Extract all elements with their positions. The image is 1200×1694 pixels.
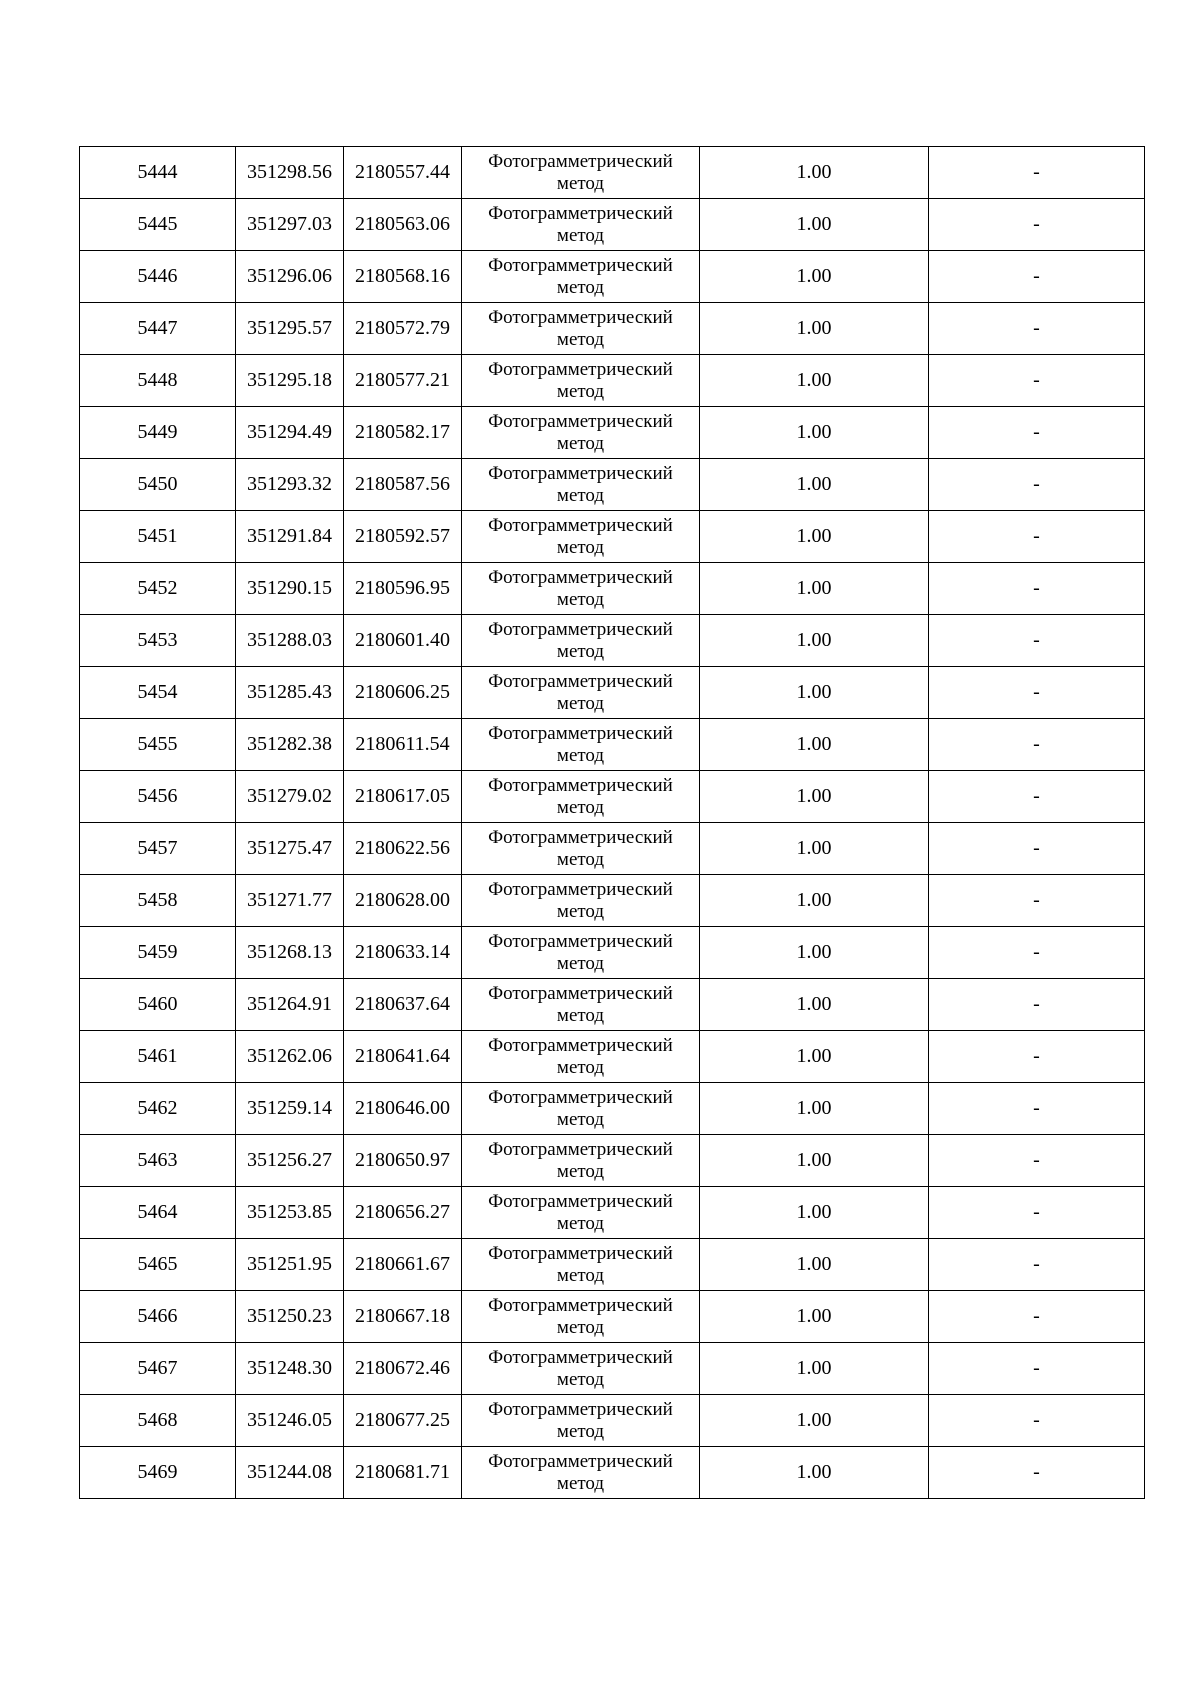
table-row: [80, 147, 1145, 199]
method-line2: метод: [556, 536, 605, 558]
method-line2: метод: [556, 952, 605, 974]
note-cell: -: [929, 1187, 1145, 1239]
method-line2: метод: [556, 484, 605, 506]
method-cell: [462, 771, 700, 823]
y-coordinate-cell: 2180677.25: [344, 1395, 462, 1447]
method-line1: Фотограмметрический: [488, 1138, 673, 1160]
point-number-cell: 5452: [80, 563, 236, 615]
point-number-cell: 5451: [80, 511, 236, 563]
x-coordinate-cell: 351285.43: [236, 667, 344, 719]
y-coordinate-cell: 2180633.14: [344, 927, 462, 979]
table-row: [80, 511, 1145, 563]
method-line1: Фотограмметрический: [488, 1450, 673, 1472]
method-cell: [462, 667, 700, 719]
y-coordinate-cell: 2180557.44: [344, 147, 462, 199]
note-cell: -: [929, 927, 1145, 979]
note-cell: -: [929, 615, 1145, 667]
x-coordinate-cell: 351295.57: [236, 303, 344, 355]
point-number-cell: 5459: [80, 927, 236, 979]
y-coordinate-cell: 2180628.00: [344, 875, 462, 927]
y-coordinate-cell: 2180611.54: [344, 719, 462, 771]
point-number-cell: 5465: [80, 1239, 236, 1291]
method-line2: метод: [556, 900, 605, 922]
y-coordinate-cell: 2180637.64: [344, 979, 462, 1031]
method-line1: Фотограмметрический: [488, 150, 673, 172]
method-cell: [462, 459, 700, 511]
note-cell: -: [929, 1291, 1145, 1343]
table-row: [80, 251, 1145, 303]
method-line1: Фотограмметрический: [488, 774, 673, 796]
x-coordinate-cell: 351275.47: [236, 823, 344, 875]
accuracy-cell: 1.00: [700, 1395, 929, 1447]
point-number-cell: 5466: [80, 1291, 236, 1343]
method-line2: метод: [556, 380, 605, 402]
point-number-cell: 5468: [80, 1395, 236, 1447]
note-cell: -: [929, 667, 1145, 719]
coordinates-table: [79, 146, 1145, 1499]
table-row: [80, 719, 1145, 771]
note-cell: -: [929, 355, 1145, 407]
method-cell: [462, 1187, 700, 1239]
method-cell: [462, 511, 700, 563]
method-line2: метод: [556, 796, 605, 818]
method-cell: [462, 355, 700, 407]
table-row: [80, 823, 1145, 875]
method-line1: Фотограмметрический: [488, 1346, 673, 1368]
accuracy-cell: 1.00: [700, 1447, 929, 1499]
table-row: [80, 199, 1145, 251]
method-line2: метод: [556, 1264, 605, 1286]
note-cell: -: [929, 199, 1145, 251]
accuracy-cell: 1.00: [700, 251, 929, 303]
y-coordinate-cell: 2180681.71: [344, 1447, 462, 1499]
method-line1: Фотограмметрический: [488, 202, 673, 224]
table-row: [80, 563, 1145, 615]
y-coordinate-cell: 2180577.21: [344, 355, 462, 407]
note-cell: -: [929, 303, 1145, 355]
method-line2: метод: [556, 1472, 605, 1494]
point-number-cell: 5461: [80, 1031, 236, 1083]
note-cell: -: [929, 251, 1145, 303]
accuracy-cell: 1.00: [700, 199, 929, 251]
accuracy-cell: 1.00: [700, 1135, 929, 1187]
point-number-cell: 5446: [80, 251, 236, 303]
point-number-cell: 5467: [80, 1343, 236, 1395]
method-line2: метод: [556, 1056, 605, 1078]
method-line1: Фотограмметрический: [488, 1034, 673, 1056]
method-line2: метод: [556, 276, 605, 298]
y-coordinate-cell: 2180667.18: [344, 1291, 462, 1343]
method-line2: метод: [556, 588, 605, 610]
y-coordinate-cell: 2180606.25: [344, 667, 462, 719]
note-cell: -: [929, 1083, 1145, 1135]
method-line1: Фотограмметрический: [488, 1398, 673, 1420]
accuracy-cell: 1.00: [700, 1343, 929, 1395]
accuracy-cell: 1.00: [700, 1031, 929, 1083]
table-row: [80, 667, 1145, 719]
method-cell: [462, 199, 700, 251]
note-cell: -: [929, 771, 1145, 823]
method-line1: Фотограмметрический: [488, 254, 673, 276]
y-coordinate-cell: 2180656.27: [344, 1187, 462, 1239]
method-cell: [462, 719, 700, 771]
point-number-cell: 5445: [80, 199, 236, 251]
note-cell: -: [929, 1031, 1145, 1083]
point-number-cell: 5450: [80, 459, 236, 511]
y-coordinate-cell: 2180601.40: [344, 615, 462, 667]
method-line1: Фотограмметрический: [488, 1294, 673, 1316]
point-number-cell: 5458: [80, 875, 236, 927]
y-coordinate-cell: 2180622.56: [344, 823, 462, 875]
table-row: [80, 1031, 1145, 1083]
method-line2: метод: [556, 1420, 605, 1442]
method-cell: [462, 875, 700, 927]
method-cell: [462, 1031, 700, 1083]
accuracy-cell: 1.00: [700, 1083, 929, 1135]
note-cell: -: [929, 407, 1145, 459]
method-line2: метод: [556, 1160, 605, 1182]
method-cell: [462, 1239, 700, 1291]
y-coordinate-cell: 2180596.95: [344, 563, 462, 615]
method-line1: Фотограмметрический: [488, 410, 673, 432]
method-cell: [462, 251, 700, 303]
x-coordinate-cell: 351244.08: [236, 1447, 344, 1499]
x-coordinate-cell: 351282.38: [236, 719, 344, 771]
accuracy-cell: 1.00: [700, 875, 929, 927]
table-row: [80, 303, 1145, 355]
y-coordinate-cell: 2180617.05: [344, 771, 462, 823]
accuracy-cell: 1.00: [700, 615, 929, 667]
method-line2: метод: [556, 1004, 605, 1026]
method-line1: Фотограмметрический: [488, 462, 673, 484]
y-coordinate-cell: 2180661.67: [344, 1239, 462, 1291]
table-row: [80, 459, 1145, 511]
y-coordinate-cell: 2180563.06: [344, 199, 462, 251]
table-row: [80, 407, 1145, 459]
accuracy-cell: 1.00: [700, 355, 929, 407]
accuracy-cell: 1.00: [700, 511, 929, 563]
y-coordinate-cell: 2180646.00: [344, 1083, 462, 1135]
method-line2: метод: [556, 744, 605, 766]
x-coordinate-cell: 351248.30: [236, 1343, 344, 1395]
method-cell: [462, 407, 700, 459]
method-cell: [462, 147, 700, 199]
point-number-cell: 5447: [80, 303, 236, 355]
table-row: [80, 615, 1145, 667]
accuracy-cell: 1.00: [700, 1239, 929, 1291]
method-line1: Фотограмметрический: [488, 1190, 673, 1212]
y-coordinate-cell: 2180650.97: [344, 1135, 462, 1187]
x-coordinate-cell: 351279.02: [236, 771, 344, 823]
note-cell: -: [929, 459, 1145, 511]
y-coordinate-cell: 2180672.46: [344, 1343, 462, 1395]
method-line1: Фотограмметрический: [488, 1242, 673, 1264]
table-row: [80, 1239, 1145, 1291]
method-cell: [462, 1291, 700, 1343]
method-line1: Фотограмметрический: [488, 618, 673, 640]
point-number-cell: 5462: [80, 1083, 236, 1135]
x-coordinate-cell: 351291.84: [236, 511, 344, 563]
table-row: [80, 1395, 1145, 1447]
point-number-cell: 5460: [80, 979, 236, 1031]
point-number-cell: 5456: [80, 771, 236, 823]
note-cell: -: [929, 1395, 1145, 1447]
method-line1: Фотограмметрический: [488, 670, 673, 692]
accuracy-cell: 1.00: [700, 823, 929, 875]
point-number-cell: 5453: [80, 615, 236, 667]
note-cell: -: [929, 979, 1145, 1031]
x-coordinate-cell: 351256.27: [236, 1135, 344, 1187]
x-coordinate-cell: 351271.77: [236, 875, 344, 927]
y-coordinate-cell: 2180572.79: [344, 303, 462, 355]
x-coordinate-cell: 351297.03: [236, 199, 344, 251]
method-cell: [462, 1343, 700, 1395]
method-line1: Фотограмметрический: [488, 1086, 673, 1108]
x-coordinate-cell: 351262.06: [236, 1031, 344, 1083]
y-coordinate-cell: 2180587.56: [344, 459, 462, 511]
method-line2: метод: [556, 1316, 605, 1338]
method-cell: [462, 979, 700, 1031]
y-coordinate-cell: 2180641.64: [344, 1031, 462, 1083]
table-row: [80, 771, 1145, 823]
point-number-cell: 5469: [80, 1447, 236, 1499]
coordinates-table-body: [80, 147, 1145, 1499]
method-line2: метод: [556, 172, 605, 194]
method-cell: [462, 1447, 700, 1499]
note-cell: -: [929, 719, 1145, 771]
table-row: [80, 355, 1145, 407]
table-row: [80, 1135, 1145, 1187]
x-coordinate-cell: 351296.06: [236, 251, 344, 303]
note-cell: -: [929, 147, 1145, 199]
method-line2: метод: [556, 1368, 605, 1390]
x-coordinate-cell: 351295.18: [236, 355, 344, 407]
method-line1: Фотограмметрический: [488, 306, 673, 328]
accuracy-cell: 1.00: [700, 667, 929, 719]
method-cell: [462, 615, 700, 667]
note-cell: -: [929, 1135, 1145, 1187]
accuracy-cell: 1.00: [700, 147, 929, 199]
method-cell: [462, 1395, 700, 1447]
method-line1: Фотограмметрический: [488, 930, 673, 952]
y-coordinate-cell: 2180582.17: [344, 407, 462, 459]
point-number-cell: 5444: [80, 147, 236, 199]
method-line1: Фотограмметрический: [488, 566, 673, 588]
method-cell: [462, 1083, 700, 1135]
point-number-cell: 5463: [80, 1135, 236, 1187]
method-line1: Фотограмметрический: [488, 826, 673, 848]
method-line2: метод: [556, 328, 605, 350]
accuracy-cell: 1.00: [700, 979, 929, 1031]
table-row: [80, 1343, 1145, 1395]
note-cell: -: [929, 563, 1145, 615]
x-coordinate-cell: 351251.95: [236, 1239, 344, 1291]
method-cell: [462, 927, 700, 979]
accuracy-cell: 1.00: [700, 459, 929, 511]
point-number-cell: 5448: [80, 355, 236, 407]
method-line2: метод: [556, 848, 605, 870]
y-coordinate-cell: 2180568.16: [344, 251, 462, 303]
x-coordinate-cell: 351290.15: [236, 563, 344, 615]
x-coordinate-cell: 351294.49: [236, 407, 344, 459]
method-line2: метод: [556, 692, 605, 714]
method-cell: [462, 563, 700, 615]
method-line2: метод: [556, 224, 605, 246]
accuracy-cell: 1.00: [700, 303, 929, 355]
method-line1: Фотограмметрический: [488, 878, 673, 900]
method-line1: Фотограмметрический: [488, 358, 673, 380]
accuracy-cell: 1.00: [700, 1187, 929, 1239]
point-number-cell: 5455: [80, 719, 236, 771]
accuracy-cell: 1.00: [700, 771, 929, 823]
note-cell: -: [929, 823, 1145, 875]
table-row: [80, 979, 1145, 1031]
point-number-cell: 5454: [80, 667, 236, 719]
point-number-cell: 5464: [80, 1187, 236, 1239]
table-row: [80, 1291, 1145, 1343]
table-row: [80, 1447, 1145, 1499]
method-cell: [462, 1135, 700, 1187]
y-coordinate-cell: 2180592.57: [344, 511, 462, 563]
point-number-cell: 5449: [80, 407, 236, 459]
table-row: [80, 875, 1145, 927]
x-coordinate-cell: 351264.91: [236, 979, 344, 1031]
note-cell: -: [929, 1447, 1145, 1499]
note-cell: -: [929, 511, 1145, 563]
method-cell: [462, 303, 700, 355]
method-line1: Фотограмметрический: [488, 722, 673, 744]
accuracy-cell: 1.00: [700, 927, 929, 979]
table-row: [80, 1187, 1145, 1239]
note-cell: -: [929, 1343, 1145, 1395]
point-number-cell: 5457: [80, 823, 236, 875]
method-line2: метод: [556, 640, 605, 662]
accuracy-cell: 1.00: [700, 1291, 929, 1343]
x-coordinate-cell: 351288.03: [236, 615, 344, 667]
x-coordinate-cell: 351250.23: [236, 1291, 344, 1343]
x-coordinate-cell: 351259.14: [236, 1083, 344, 1135]
accuracy-cell: 1.00: [700, 563, 929, 615]
method-line2: метод: [556, 1212, 605, 1234]
x-coordinate-cell: 351246.05: [236, 1395, 344, 1447]
table-row: [80, 927, 1145, 979]
x-coordinate-cell: 351298.56: [236, 147, 344, 199]
method-line2: метод: [556, 1108, 605, 1130]
note-cell: -: [929, 1239, 1145, 1291]
x-coordinate-cell: 351293.32: [236, 459, 344, 511]
table-row: [80, 1083, 1145, 1135]
accuracy-cell: 1.00: [700, 719, 929, 771]
x-coordinate-cell: 351268.13: [236, 927, 344, 979]
x-coordinate-cell: 351253.85: [236, 1187, 344, 1239]
method-line2: метод: [556, 432, 605, 454]
method-cell: [462, 823, 700, 875]
method-line1: Фотограмметрический: [488, 982, 673, 1004]
note-cell: -: [929, 875, 1145, 927]
accuracy-cell: 1.00: [700, 407, 929, 459]
method-line1: Фотограмметрический: [488, 514, 673, 536]
